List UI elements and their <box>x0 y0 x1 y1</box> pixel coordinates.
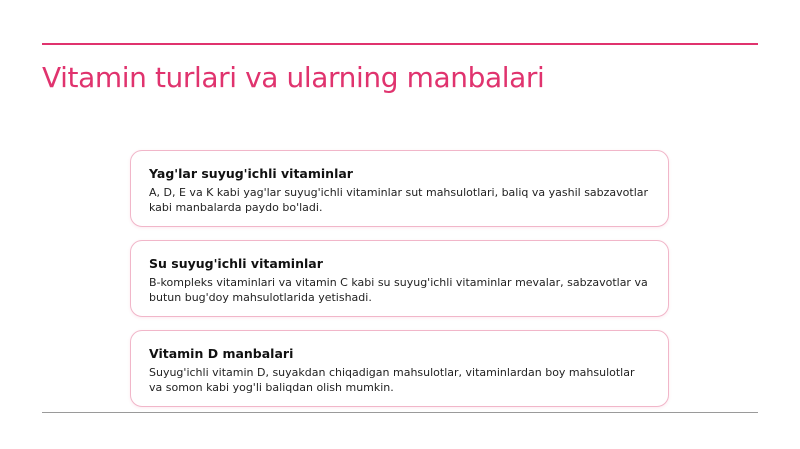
info-card-fat-soluble <box>130 150 669 227</box>
slide-title: Vitamin turlari va ularning manbalari <box>42 61 545 94</box>
card-body: A, D, E va K kabi yag'lar suyug'ichli vitaminlar sut mahsulotlari, baliq va yashil sabzavotlar kabi manbalarda paydo bo'ladi. <box>149 186 649 214</box>
bottom-divider <box>42 412 758 413</box>
card-heading: Su suyug'ichli vitaminlar <box>149 256 323 271</box>
info-card-water-soluble <box>130 240 669 317</box>
card-body: Suyug'ichli vitamin D, suyakdan chiqadigan mahsulotlar, vitaminlardan boy mahsulotlar va somon kabi yog'li baliqdan olish mumkin. <box>149 366 635 394</box>
card-heading: Yag'lar suyug'ichli vitaminlar <box>149 166 353 181</box>
top-accent-divider <box>42 43 758 45</box>
card-heading: Vitamin D manbalari <box>149 346 294 361</box>
card-body: B-kompleks vitaminlari va vitamin C kabi su suyug'ichli vitaminlar mevalar, sabzavotlar va butun bug'doy mahsulotlarida yetishadi. <box>149 276 648 304</box>
info-card-vitamin-d <box>130 330 669 407</box>
